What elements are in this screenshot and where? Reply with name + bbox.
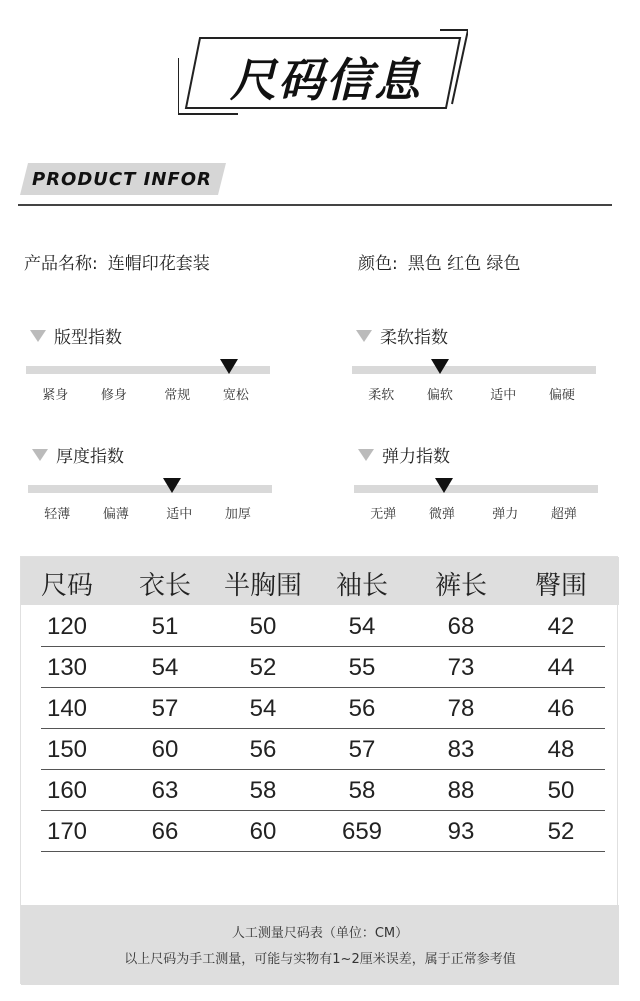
- elasticity-option: 弹力: [492, 507, 519, 522]
- table-cell: 58: [249, 777, 277, 804]
- table-cell: 150: [46, 736, 88, 763]
- table-cell: 78: [447, 695, 475, 722]
- elasticity-option: 无弹: [370, 507, 397, 522]
- table-row: [41, 689, 605, 729]
- table-cell: 130: [46, 654, 88, 681]
- triangle-icon: [32, 449, 48, 461]
- fit-option: 修身: [100, 388, 127, 403]
- table-row: [41, 648, 605, 688]
- triangle-icon: [356, 330, 372, 342]
- product-name-line: [24, 249, 210, 274]
- table-row: [41, 730, 605, 770]
- table-cell: 57: [348, 736, 376, 763]
- ribbon-label: PRODUCT INFOR: [32, 169, 212, 190]
- color-value: 黑色 红色 绿色: [407, 254, 521, 274]
- table-row: [41, 771, 605, 811]
- page-title: 尺码信息: [230, 53, 422, 107]
- table-cell: 54: [348, 613, 376, 640]
- color-label: 颜色:: [358, 254, 398, 274]
- table-cell: 57: [151, 695, 179, 722]
- table-cell: 56: [348, 695, 376, 722]
- softness-index-marker: [431, 359, 449, 374]
- thickness-option: 加厚: [224, 507, 251, 522]
- table-cell: 42: [547, 613, 575, 640]
- thickness-index-marker: [163, 478, 181, 493]
- thickness-option: 适中: [166, 507, 193, 522]
- thickness-index-track: [28, 485, 272, 493]
- fit-index-title: 版型指数: [54, 328, 122, 348]
- note-detail: 以上尺码为手工测量，可能与实物有1~2厘米误差，属于正常参考值: [124, 952, 516, 967]
- table-cell: 68: [447, 613, 475, 640]
- fit-index-marker: [220, 359, 238, 374]
- header-cell: 臀围: [534, 571, 588, 601]
- thickness-option: 偏薄: [102, 507, 129, 522]
- product-infor-ribbon: [20, 163, 226, 195]
- table-cell: 88: [447, 777, 475, 804]
- table-cell: 60: [151, 736, 179, 763]
- table-cell: 50: [547, 777, 575, 804]
- table-row: [41, 607, 605, 647]
- measurement-note: [21, 905, 619, 985]
- table-cell: 93: [447, 818, 475, 845]
- softness-index-options: [352, 384, 596, 404]
- elasticity-index-marker: [435, 478, 453, 493]
- product-name-label: 产品名称:: [24, 254, 98, 274]
- header-cell: 尺码: [40, 571, 94, 601]
- softness-option: 偏软: [426, 388, 453, 403]
- elasticity-index: [354, 442, 604, 523]
- triangle-icon: [30, 330, 46, 342]
- fit-index: [26, 323, 276, 404]
- elasticity-index-options: [354, 503, 598, 523]
- table-cell: 140: [46, 695, 88, 722]
- fit-option: 宽松: [222, 388, 249, 403]
- size-table: [20, 556, 618, 984]
- elasticity-index-track: [354, 485, 598, 493]
- table-cell: 63: [151, 777, 179, 804]
- elasticity-index-title: 弹力指数: [382, 447, 450, 467]
- table-cell: 48: [547, 736, 575, 763]
- header-cell: 裤长: [434, 571, 488, 601]
- softness-option: 柔软: [368, 388, 395, 403]
- table-cell: 160: [46, 777, 88, 804]
- softness-index-title: 柔软指数: [380, 328, 448, 348]
- table-cell: 60: [249, 818, 277, 845]
- table-cell: 659: [341, 818, 383, 845]
- table-cell: 170: [46, 818, 88, 845]
- table-cell: 55: [348, 654, 376, 681]
- header-cell: 半胸围: [223, 571, 303, 601]
- fit-index-track: [26, 366, 270, 374]
- table-cell: 52: [547, 818, 575, 845]
- size-info-title-badge: [178, 28, 468, 118]
- table-cell: 44: [547, 654, 575, 681]
- table-cell: 50: [249, 613, 277, 640]
- fit-option: 常规: [164, 388, 191, 403]
- elasticity-option: 超弹: [550, 507, 577, 522]
- softness-index-track: [352, 366, 596, 374]
- product-name-value: 连帽印花套装: [107, 254, 210, 274]
- table-cell: 52: [249, 654, 277, 681]
- softness-option: 适中: [490, 388, 517, 403]
- header-cell: 衣长: [138, 571, 192, 601]
- table-cell: 66: [151, 818, 179, 845]
- section-divider: [18, 204, 612, 206]
- table-cell: 83: [447, 736, 475, 763]
- fit-index-options: [26, 384, 270, 404]
- fit-option: 紧身: [42, 388, 69, 403]
- header-cell: 袖长: [335, 571, 389, 601]
- product-color-line: [358, 249, 521, 274]
- note-title: 人工测量尺码表（单位：CM）: [231, 926, 409, 941]
- triangle-icon: [358, 449, 374, 461]
- thickness-index: [28, 442, 278, 523]
- table-row: [41, 812, 605, 852]
- table-cell: 56: [249, 736, 277, 763]
- softness-index: [352, 323, 602, 404]
- thickness-index-title: 厚度指数: [56, 447, 124, 467]
- size-table-header: [21, 557, 619, 605]
- table-cell: 54: [249, 695, 277, 722]
- softness-option: 偏硬: [548, 388, 575, 403]
- thickness-index-options: [28, 503, 272, 523]
- table-cell: 54: [151, 654, 179, 681]
- table-cell: 73: [447, 654, 475, 681]
- table-cell: 46: [547, 695, 575, 722]
- elasticity-option: 微弹: [428, 507, 455, 522]
- thickness-option: 轻薄: [44, 507, 71, 522]
- table-cell: 120: [46, 613, 88, 640]
- table-cell: 51: [151, 613, 179, 640]
- table-cell: 58: [348, 777, 376, 804]
